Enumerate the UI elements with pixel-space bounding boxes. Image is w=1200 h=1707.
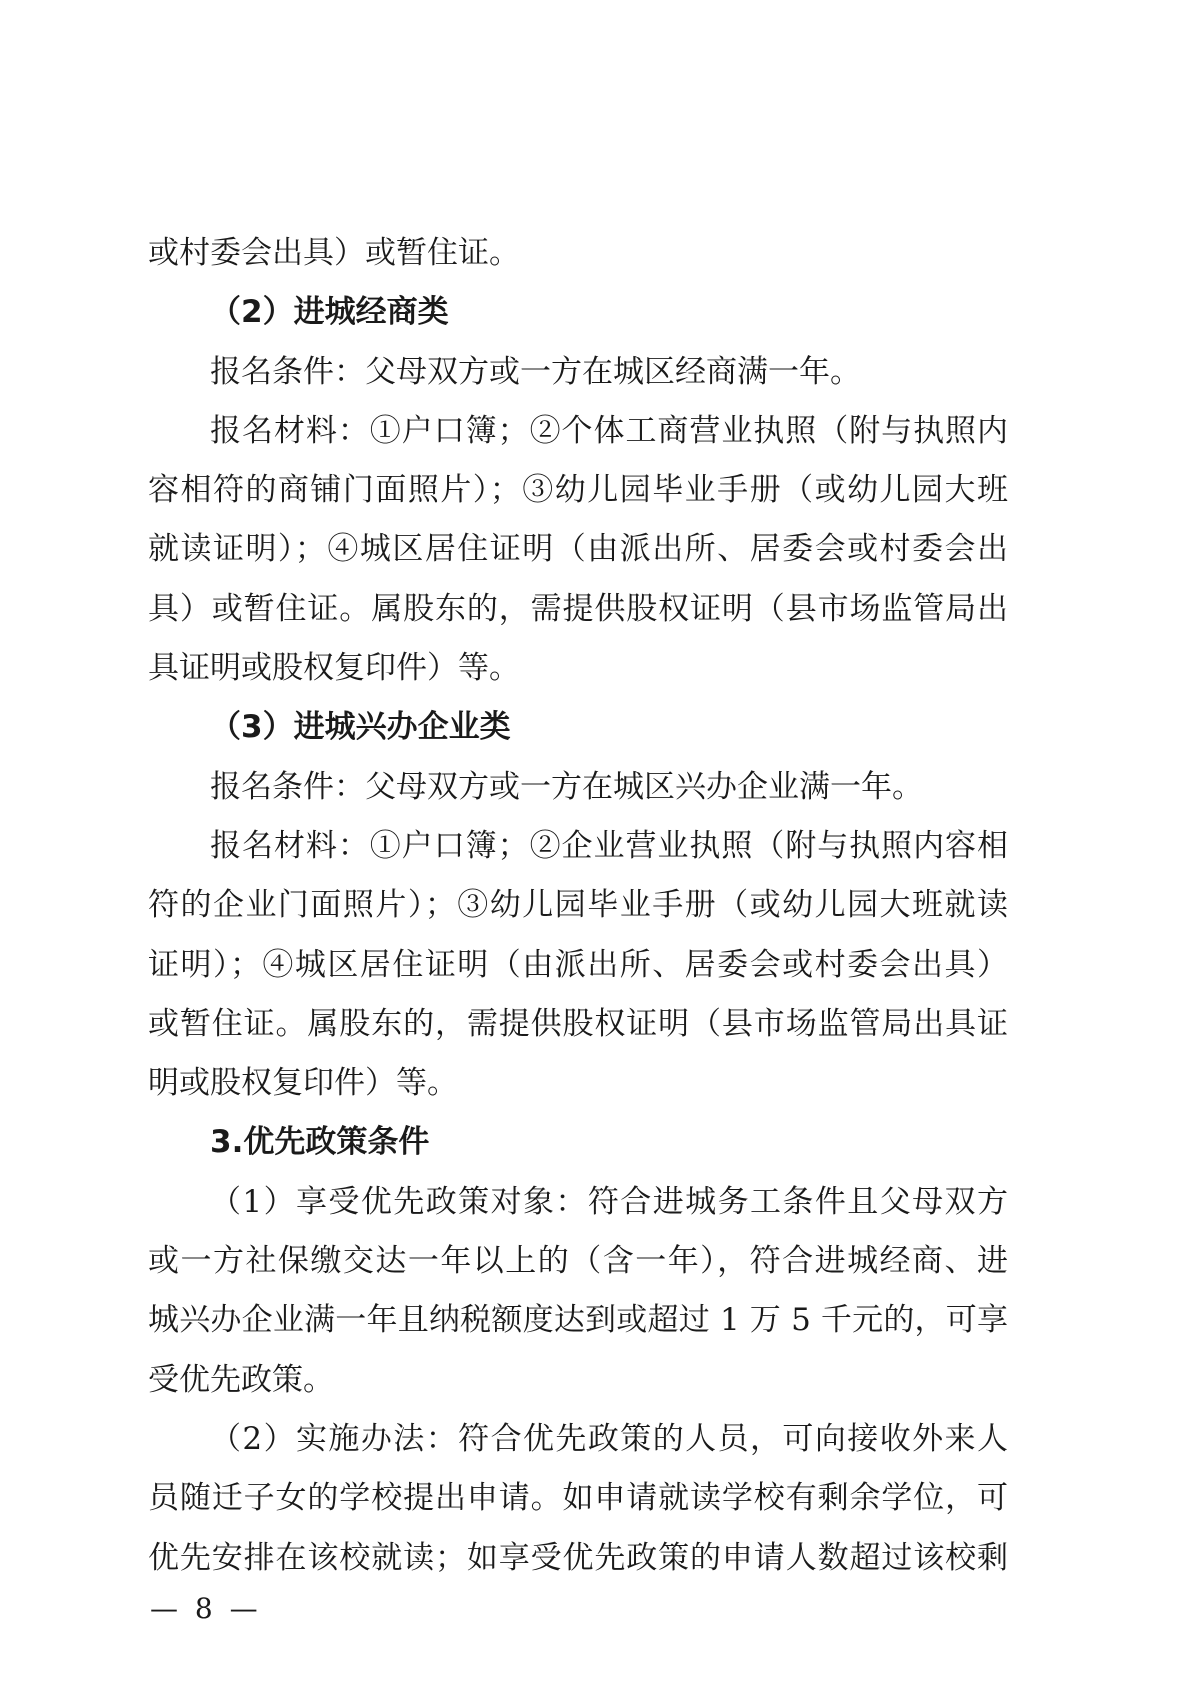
text-line: 或村委会出具）或暂住证。 [148, 235, 520, 271]
text-line: 优先安排在该校就读；如享受优先政策的申请人数超过该校剩 [148, 1539, 1008, 1576]
paragraph [148, 402, 1008, 698]
text-line: 容相符的商铺门面照片）；③幼儿园毕业手册（或幼儿园大班 [148, 472, 1008, 509]
text-line: 明或股权复印件）等。 [148, 1065, 458, 1102]
document-body [148, 224, 1008, 1588]
text-line: 或一方社保缴交达一年以上的（含一年），符合进城经商、进 [148, 1243, 1008, 1280]
paragraph [148, 343, 1008, 402]
text-line: 报名材料：①户口簿；②个体工商营业执照（附与执照内 [210, 412, 1008, 449]
text-line: （3）进城兴办企业类 [210, 709, 511, 746]
text-line: （2）实施办法：符合优先政策的人员，可向接收外来人 [210, 1420, 1008, 1457]
paragraph [148, 1410, 1008, 1588]
text-line: 城兴办企业满一年且纳税额度达到或超过 1 万 5 千元的，可享 [148, 1302, 1008, 1339]
paragraph [148, 1173, 1008, 1410]
text-line: 员随迁子女的学校提出申请。如申请就读学校有剩余学位，可 [148, 1480, 1008, 1517]
section-heading [148, 283, 1008, 342]
text-line: 具）或暂住证。属股东的，需提供股权证明（县市场监管局出 [148, 590, 1008, 627]
text-line: 报名材料：①户口簿；②企业营业执照（附与执照内容相 [210, 827, 1008, 864]
text-line: 符的企业门面照片）；③幼儿园毕业手册（或幼儿园大班就读 [148, 887, 1008, 924]
text-line: （1）享受优先政策对象：符合进城务工条件且父母双方 [210, 1183, 1008, 1220]
text-line: 报名条件：父母双方或一方在城区经商满一年。 [210, 353, 861, 390]
text-line: 报名条件：父母双方或一方在城区兴办企业满一年。 [210, 768, 923, 805]
page-number: — 8 — [150, 1592, 262, 1625]
text-line: 受优先政策。 [148, 1361, 334, 1398]
text-line: 3.优先政策条件 [210, 1124, 430, 1161]
text-line: （2）进城经商类 [210, 294, 449, 331]
paragraph [148, 758, 1008, 817]
text-line: 证明）；④城区居住证明（由派出所、居委会或村委会出具） [148, 946, 1008, 983]
paragraph [148, 817, 1008, 1113]
text-line: 具证明或股权复印件）等。 [148, 650, 520, 687]
text-line: 或暂住证。属股东的，需提供股权证明（县市场监管局出具证 [148, 1005, 1008, 1042]
section-heading [148, 698, 1008, 757]
section-heading [148, 1113, 1008, 1172]
paragraph [148, 224, 1008, 283]
text-line: 就读证明）；④城区居住证明（由派出所、居委会或村委会出 [148, 531, 1008, 568]
